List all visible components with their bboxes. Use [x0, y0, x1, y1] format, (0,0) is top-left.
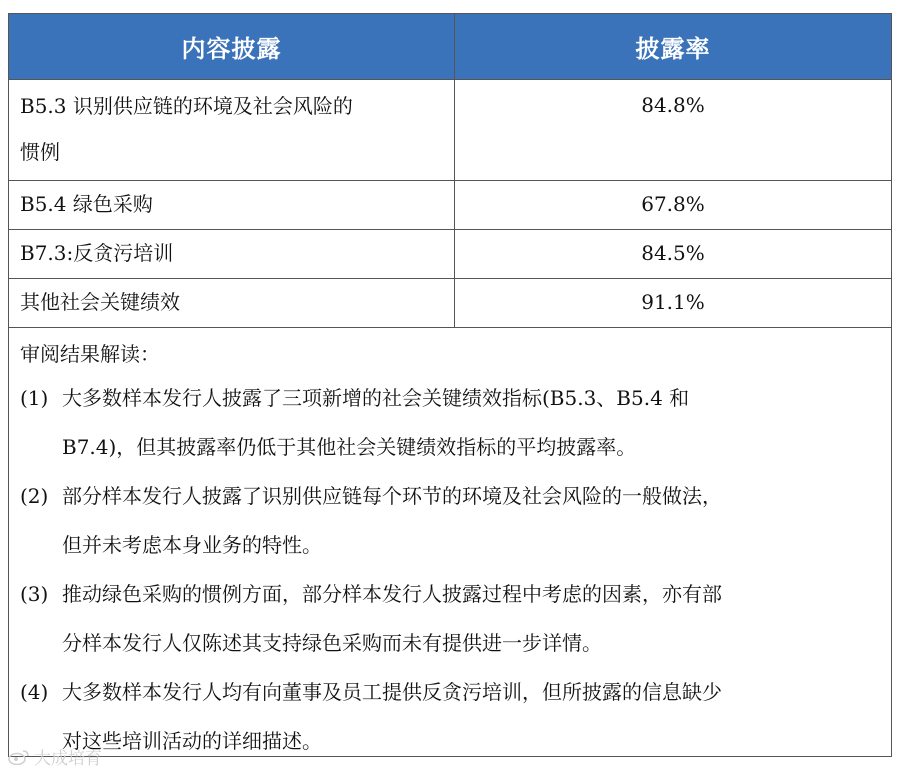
- note-text: [62, 374, 881, 472]
- note-text-line2: 但并未考虑本身业务的特性。: [62, 533, 322, 557]
- note-number: (1): [20, 386, 49, 410]
- note-text: [62, 668, 881, 766]
- note-text-line1: 推动绿色采购的惯例方面，部分样本发行人披露过程中考虑的因素，亦有部: [62, 582, 722, 606]
- row-rate: 84.5%: [641, 241, 705, 265]
- note-text-line1: 大多数样本发行人披露了三项新增的社会关键绩效指标(B5.3、B5.4 和: [62, 386, 690, 410]
- disclosure-table: [8, 13, 892, 757]
- note-item: [20, 472, 881, 570]
- table-row: [9, 181, 891, 230]
- note-number: (2): [20, 484, 49, 508]
- table-row: [9, 80, 891, 181]
- row-item-label: [9, 80, 455, 180]
- note-text-line2: 分样本发行人仅陈述其支持绿色采购而未有提供进一步详情。: [62, 631, 602, 655]
- header-content-disclosure: 内容披露: [9, 14, 455, 79]
- row-rate: 91.1%: [641, 290, 705, 314]
- note-number: (4): [20, 680, 49, 704]
- note-text-line2: B7.4)，但其披露率仍低于其他社会关键绩效指标的平均披露率。: [62, 435, 637, 459]
- table-row: [9, 230, 891, 279]
- table-header: [9, 14, 891, 80]
- table-row: [9, 279, 891, 328]
- note-text-line1: 大多数样本发行人均有向董事及员工提供反贪污培训，但所披露的信息缺少: [62, 680, 722, 704]
- note-text-line2: 对这些培训活动的详细描述。: [62, 729, 322, 753]
- note-text: [62, 570, 881, 668]
- row-item-label: 其他社会关键绩效: [9, 279, 455, 327]
- watermark-text: 大成培育: [34, 749, 102, 769]
- notes-title: 审阅结果解读：: [20, 342, 160, 366]
- header-disclosure-rate: 披露率: [635, 35, 711, 63]
- row-item-label: B5.4 绿色采购: [9, 181, 455, 229]
- row-item-label-line2: 惯例: [20, 140, 60, 164]
- weibo-logo-icon: [8, 749, 30, 765]
- note-text: [62, 472, 881, 570]
- row-rate: 67.8%: [641, 192, 705, 216]
- note-number: (3): [20, 582, 49, 606]
- note-item: [20, 668, 881, 766]
- row-item-label-line1: B5.3 识别供应链的环境及社会风险的: [20, 94, 353, 118]
- note-item: [20, 374, 881, 472]
- watermark: [8, 744, 102, 769]
- row-rate: 84.8%: [641, 93, 705, 117]
- review-notes: [9, 328, 891, 756]
- note-text-line1: 部分样本发行人披露了识别供应链每个环节的环境及社会风险的一般做法，: [62, 484, 722, 508]
- row-item-label: B7.3:反贪污培训: [9, 230, 455, 278]
- note-item: [20, 570, 881, 668]
